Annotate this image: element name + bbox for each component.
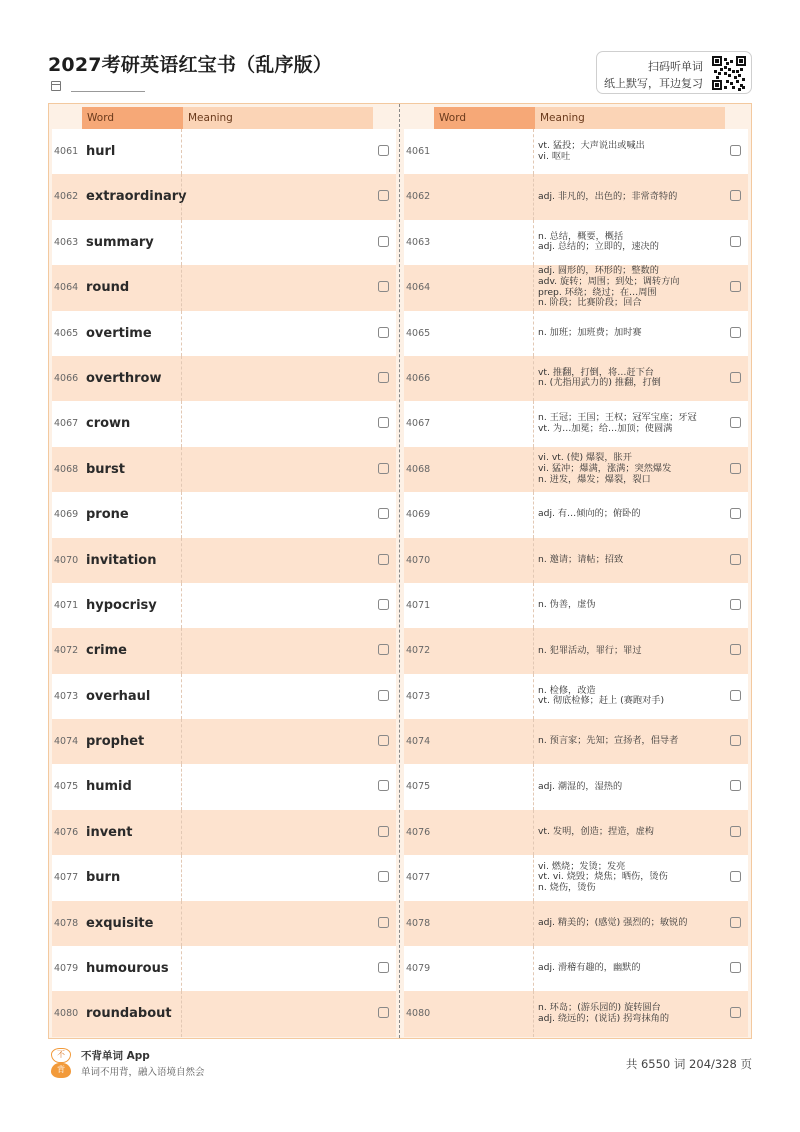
meaning-line: n. 检修，改造 bbox=[538, 684, 596, 696]
word-text: burn bbox=[86, 870, 121, 886]
row-number: 4077 bbox=[54, 872, 79, 884]
row-number: 4080 bbox=[54, 1008, 79, 1020]
meaning-text bbox=[538, 492, 724, 537]
row-number: 4061 bbox=[54, 146, 79, 157]
meaning-row bbox=[404, 901, 748, 946]
cell-separator bbox=[533, 901, 534, 946]
qr-module bbox=[728, 74, 731, 77]
word-checkbox[interactable] bbox=[378, 372, 389, 383]
word-text: summary bbox=[86, 234, 154, 250]
cell-separator bbox=[533, 991, 534, 1036]
meaning-row bbox=[404, 810, 748, 855]
word-header: Word bbox=[82, 107, 183, 129]
word-checkbox[interactable] bbox=[378, 1007, 389, 1018]
word-text: overhaul bbox=[86, 688, 151, 704]
word-text: overtime bbox=[86, 325, 152, 341]
cell-separator bbox=[533, 764, 534, 809]
word-text: prone bbox=[86, 507, 129, 523]
meaning-checkbox[interactable] bbox=[730, 463, 741, 474]
app-slogan: 单词不用背，融入语境自然会 bbox=[81, 1067, 205, 1078]
word-row bbox=[52, 174, 396, 219]
word-row bbox=[52, 311, 396, 356]
meaning-line: n. 加班；加班费；加时赛 bbox=[538, 326, 642, 338]
row-number: 4062 bbox=[54, 191, 79, 203]
row-number: 4061 bbox=[406, 146, 431, 157]
cell-separator bbox=[181, 901, 182, 946]
meaning-row bbox=[404, 583, 748, 628]
cell-separator bbox=[533, 628, 534, 673]
meaning-checkbox[interactable] bbox=[730, 417, 741, 428]
meaning-text bbox=[538, 538, 724, 583]
qr-module bbox=[726, 62, 729, 65]
cell-separator bbox=[181, 220, 182, 265]
meaning-line: n. 邀请；请帖；招致 bbox=[538, 553, 624, 565]
meaning-line: vt. 彻底检修；赶上 (赛跑对手) bbox=[538, 695, 665, 707]
row-number: 4076 bbox=[406, 826, 431, 838]
word-text: invitation bbox=[86, 552, 157, 568]
meaning-checkbox[interactable] bbox=[730, 236, 741, 247]
meaning-text bbox=[538, 946, 724, 991]
row-number: 4079 bbox=[406, 963, 431, 975]
cell-separator bbox=[181, 583, 182, 628]
word-text: roundabout bbox=[86, 1006, 172, 1022]
word-row bbox=[52, 538, 396, 583]
qr-module bbox=[742, 86, 745, 89]
meaning-line: adj. 非凡的，出色的；非常奇特的 bbox=[538, 190, 678, 202]
meaning-line: n. 预言家；先知；宣扬者，倡导者 bbox=[538, 735, 679, 747]
meaning-checkbox[interactable] bbox=[730, 871, 741, 882]
qr-module bbox=[714, 70, 717, 73]
meaning-line: n. 王冠；王国；王权；冠军宝座；牙冠 bbox=[538, 412, 697, 424]
meaning-row bbox=[404, 492, 748, 537]
row-number: 4069 bbox=[54, 509, 79, 521]
meaning-line: adj. 精美的；(感觉) 强烈的；敏锐的 bbox=[538, 916, 688, 928]
meaning-checkbox[interactable] bbox=[730, 962, 741, 973]
word-row bbox=[52, 265, 396, 310]
cell-separator bbox=[533, 946, 534, 991]
meaning-row bbox=[404, 628, 748, 673]
word-checkbox[interactable] bbox=[378, 236, 389, 247]
cell-separator bbox=[181, 311, 182, 356]
word-row bbox=[52, 719, 396, 764]
row-number: 4071 bbox=[54, 599, 79, 611]
meaning-row bbox=[404, 311, 748, 356]
meaning-text bbox=[538, 674, 724, 719]
word-checkbox[interactable] bbox=[378, 599, 389, 610]
page-count: 共 6550 词 204/328 页 bbox=[625, 1057, 752, 1071]
qr-module bbox=[726, 80, 729, 83]
cell-separator bbox=[533, 810, 534, 855]
cell-separator bbox=[533, 265, 534, 310]
cell-separator bbox=[181, 447, 182, 492]
word-checkbox[interactable] bbox=[378, 327, 389, 338]
qr-module bbox=[738, 88, 741, 91]
meaning-row bbox=[404, 401, 748, 446]
word-text: crown bbox=[86, 416, 131, 432]
meaning-checkbox[interactable] bbox=[730, 281, 741, 292]
word-header-right: Word bbox=[434, 107, 535, 129]
qr-module bbox=[724, 86, 727, 89]
word-row bbox=[52, 764, 396, 809]
qr-module bbox=[724, 66, 727, 69]
meaning-row bbox=[404, 855, 748, 900]
word-checkbox[interactable] bbox=[378, 780, 389, 791]
qr-module bbox=[728, 68, 731, 71]
meaning-text bbox=[538, 628, 724, 673]
word-checkbox[interactable] bbox=[378, 190, 389, 201]
meaning-row bbox=[404, 447, 748, 492]
qr-module bbox=[724, 58, 727, 61]
cell-separator bbox=[181, 265, 182, 310]
cell-separator bbox=[181, 855, 182, 900]
meaning-line: vt. 推翻，打倒，将…赶下台 bbox=[538, 366, 654, 378]
qr-module bbox=[732, 86, 735, 89]
meaning-line: n. 总结，概要，概括 bbox=[538, 230, 624, 242]
meaning-line: vt. 为…加冕；给…加顶；使圆满 bbox=[538, 422, 673, 434]
cell-separator bbox=[533, 583, 534, 628]
word-checkbox[interactable] bbox=[378, 917, 389, 928]
word-checkbox[interactable] bbox=[378, 735, 389, 746]
cell-separator bbox=[533, 855, 534, 900]
word-checkbox[interactable] bbox=[378, 826, 389, 837]
row-number: 4075 bbox=[54, 781, 79, 793]
logo-top: 不 bbox=[51, 1048, 71, 1063]
word-row bbox=[52, 901, 396, 946]
word-row bbox=[52, 401, 396, 446]
word-checkbox[interactable] bbox=[378, 690, 389, 701]
cell-separator bbox=[533, 401, 534, 446]
word-text: extraordinary bbox=[86, 189, 187, 205]
qr-module bbox=[738, 74, 741, 77]
meaning-checkbox[interactable] bbox=[730, 554, 741, 565]
row-number: 4075 bbox=[406, 781, 431, 793]
meaning-row bbox=[404, 265, 748, 310]
word-text: round bbox=[86, 280, 130, 296]
meaning-line: adj. 总结的；立即的，速决的 bbox=[538, 241, 659, 253]
meaning-line: vt. 发明，创造；捏造，虚构 bbox=[538, 826, 654, 838]
row-number: 4064 bbox=[406, 282, 431, 294]
cell-separator bbox=[533, 220, 534, 265]
meaning-row bbox=[404, 991, 748, 1036]
row-number: 4066 bbox=[406, 372, 431, 384]
meaning-row bbox=[404, 764, 748, 809]
row-number: 4069 bbox=[406, 509, 431, 521]
meaning-text bbox=[538, 583, 724, 628]
meaning-text bbox=[538, 311, 724, 356]
row-number: 4074 bbox=[406, 736, 431, 748]
word-column bbox=[52, 107, 396, 1037]
qr-module bbox=[720, 68, 723, 71]
meaning-checkbox[interactable] bbox=[730, 1007, 741, 1018]
word-row bbox=[52, 855, 396, 900]
meaning-checkbox[interactable] bbox=[730, 644, 741, 655]
word-checkbox[interactable] bbox=[378, 417, 389, 428]
row-number: 4064 bbox=[54, 282, 79, 294]
meaning-checkbox[interactable] bbox=[730, 780, 741, 791]
word-text: humourous bbox=[86, 961, 169, 977]
meaning-header-right: Meaning bbox=[535, 107, 725, 129]
date-field[interactable] bbox=[71, 91, 145, 92]
row-number: 4078 bbox=[406, 917, 431, 929]
row-number: 4071 bbox=[406, 599, 431, 611]
meaning-line: n. 迸发，爆发；爆裂，裂口 bbox=[538, 473, 651, 485]
cell-separator bbox=[181, 946, 182, 991]
page-title: 2027考研英语红宝书（乱序版） bbox=[48, 54, 333, 76]
row-number: 4063 bbox=[54, 236, 79, 248]
word-row bbox=[52, 447, 396, 492]
cell-separator bbox=[181, 401, 182, 446]
audio-promo-box bbox=[596, 51, 752, 94]
meaning-checkbox[interactable] bbox=[730, 599, 741, 610]
qr-finder-core bbox=[715, 59, 719, 63]
word-checkbox[interactable] bbox=[378, 554, 389, 565]
meaning-line: n. (尤指用武力的) 推翻，打倒 bbox=[538, 377, 661, 389]
meaning-row bbox=[404, 129, 748, 174]
qr-module bbox=[718, 72, 721, 75]
cell-separator bbox=[533, 492, 534, 537]
cell-separator bbox=[533, 538, 534, 583]
meaning-row bbox=[404, 719, 748, 764]
meaning-text bbox=[538, 356, 724, 401]
meaning-row bbox=[404, 356, 748, 401]
word-checkbox[interactable] bbox=[378, 145, 389, 156]
qr-module bbox=[736, 80, 739, 83]
row-number: 4080 bbox=[406, 1008, 431, 1020]
qr-module bbox=[740, 68, 743, 71]
meaning-line: adv. 旋转；周围；到处；调转方向 bbox=[538, 276, 680, 288]
word-text: hurl bbox=[86, 144, 116, 159]
row-number: 4073 bbox=[54, 690, 79, 702]
cell-separator bbox=[181, 810, 182, 855]
word-row bbox=[52, 583, 396, 628]
qr-module bbox=[730, 60, 733, 63]
meaning-row bbox=[404, 220, 748, 265]
cell-separator bbox=[181, 991, 182, 1036]
word-text: burst bbox=[86, 461, 125, 477]
cell-separator bbox=[181, 674, 182, 719]
meaning-line: n. 犯罪活动，罪行；罪过 bbox=[538, 644, 642, 656]
word-checkbox[interactable] bbox=[378, 644, 389, 655]
cell-separator bbox=[181, 538, 182, 583]
meaning-text bbox=[538, 447, 724, 492]
meaning-table-header bbox=[404, 107, 748, 129]
word-text: humid bbox=[86, 779, 132, 795]
word-row bbox=[52, 991, 396, 1036]
qr-module bbox=[724, 72, 727, 75]
meaning-line: vi. vt. (使) 爆裂，胀开 bbox=[538, 452, 632, 464]
meaning-text bbox=[538, 129, 724, 174]
row-number: 4063 bbox=[406, 236, 431, 248]
meaning-text bbox=[538, 719, 724, 764]
word-row bbox=[52, 356, 396, 401]
cell-separator bbox=[181, 628, 182, 673]
meaning-text bbox=[538, 220, 724, 265]
qr-module bbox=[734, 76, 737, 79]
meaning-line: vi. 猛冲；爆满，涨满；突然爆发 bbox=[538, 462, 672, 474]
word-text: crime bbox=[86, 643, 127, 659]
meaning-text bbox=[538, 401, 724, 446]
cell-separator bbox=[533, 674, 534, 719]
word-text: hypocrisy bbox=[86, 597, 157, 613]
word-table-header bbox=[52, 107, 396, 129]
qr-module bbox=[730, 82, 733, 85]
word-text: overthrow bbox=[86, 370, 162, 386]
meaning-line: prep. 环绕；绕过；在…周围 bbox=[538, 286, 657, 298]
meaning-line: vi. 燃烧；发烫；发亮 bbox=[538, 860, 626, 872]
word-checkbox[interactable] bbox=[378, 281, 389, 292]
cell-separator bbox=[533, 129, 534, 174]
row-number: 4070 bbox=[54, 554, 79, 566]
qr-finder-core bbox=[739, 59, 743, 63]
app-name: 不背单词 App bbox=[81, 1050, 150, 1062]
meaning-line: n. 阶段；比赛阶段；回合 bbox=[538, 297, 642, 309]
row-number: 4078 bbox=[54, 917, 79, 929]
row-number: 4079 bbox=[54, 963, 79, 975]
qr-module bbox=[736, 70, 739, 73]
meaning-text bbox=[538, 901, 724, 946]
app-logo bbox=[51, 1048, 71, 1078]
cell-separator bbox=[533, 356, 534, 401]
word-row bbox=[52, 946, 396, 991]
meaning-checkbox[interactable] bbox=[730, 508, 741, 519]
qr-module bbox=[742, 78, 745, 81]
word-text: prophet bbox=[86, 734, 145, 750]
row-number: 4070 bbox=[406, 554, 431, 566]
qr-module bbox=[732, 70, 735, 73]
meaning-checkbox[interactable] bbox=[730, 327, 741, 338]
qr-module bbox=[716, 76, 719, 79]
row-number: 4065 bbox=[406, 327, 431, 339]
row-number: 4062 bbox=[406, 191, 431, 203]
promo-line-2: 纸上默写，耳边复习 bbox=[604, 77, 703, 90]
meaning-line: n. 伪善，虚伪 bbox=[538, 599, 596, 611]
meaning-line: vt. vi. 烧毁；烧焦；晒伤，烫伤 bbox=[538, 871, 668, 883]
meaning-line: adj. 有…倾向的；俯卧的 bbox=[538, 508, 641, 520]
cell-separator bbox=[181, 129, 182, 174]
row-number: 4072 bbox=[54, 645, 79, 657]
meaning-row bbox=[404, 538, 748, 583]
meaning-text bbox=[538, 855, 724, 900]
row-number: 4066 bbox=[54, 372, 79, 384]
row-number: 4065 bbox=[54, 327, 79, 339]
meaning-text bbox=[538, 810, 724, 855]
cell-separator bbox=[533, 174, 534, 219]
row-number: 4068 bbox=[54, 463, 79, 475]
word-row bbox=[52, 674, 396, 719]
logo-bottom: 背 bbox=[51, 1063, 71, 1078]
word-row bbox=[52, 492, 396, 537]
meaning-text bbox=[538, 265, 724, 310]
word-text: exquisite bbox=[86, 915, 154, 931]
row-number: 4067 bbox=[54, 418, 79, 430]
word-checkbox[interactable] bbox=[378, 871, 389, 882]
cell-separator bbox=[533, 311, 534, 356]
cell-separator bbox=[181, 174, 182, 219]
meaning-row bbox=[404, 174, 748, 219]
meaning-checkbox[interactable] bbox=[730, 372, 741, 383]
word-row bbox=[52, 129, 396, 174]
word-row bbox=[52, 628, 396, 673]
meaning-checkbox[interactable] bbox=[730, 190, 741, 201]
column-divider bbox=[399, 104, 400, 1038]
meaning-line: n. 环岛；(游乐园的) 旋转圆台 bbox=[538, 1002, 661, 1014]
meaning-checkbox[interactable] bbox=[730, 826, 741, 837]
meaning-row bbox=[404, 946, 748, 991]
meaning-checkbox[interactable] bbox=[730, 690, 741, 701]
row-number: 4077 bbox=[406, 872, 431, 884]
calendar-icon bbox=[51, 81, 61, 91]
word-row bbox=[52, 810, 396, 855]
word-checkbox[interactable] bbox=[378, 962, 389, 973]
row-number: 4072 bbox=[406, 645, 431, 657]
meaning-line: adj. 绕远的；(说话) 拐弯抹角的 bbox=[538, 1012, 670, 1024]
meaning-text bbox=[538, 991, 724, 1036]
meaning-line: adj. 滑稽有趣的，幽默的 bbox=[538, 962, 641, 974]
meaning-header: Meaning bbox=[183, 107, 373, 129]
cell-separator bbox=[181, 356, 182, 401]
cell-separator bbox=[533, 719, 534, 764]
meaning-line: vt. 猛投；大声说出或喊出 bbox=[538, 139, 645, 151]
cell-separator bbox=[533, 447, 534, 492]
qr-finder-core bbox=[715, 83, 719, 87]
cell-separator bbox=[181, 719, 182, 764]
meaning-checkbox[interactable] bbox=[730, 145, 741, 156]
cell-separator bbox=[181, 492, 182, 537]
meaning-text bbox=[538, 174, 724, 219]
meaning-line: adj. 潮湿的，湿热的 bbox=[538, 780, 623, 792]
meaning-checkbox[interactable] bbox=[730, 917, 741, 928]
meaning-text bbox=[538, 764, 724, 809]
meaning-line: adj. 圆形的，环形的；整数的 bbox=[538, 265, 659, 277]
row-number: 4073 bbox=[406, 690, 431, 702]
meaning-line: n. 烧伤，烫伤 bbox=[538, 882, 596, 894]
row-number: 4076 bbox=[54, 826, 79, 838]
row-number: 4068 bbox=[406, 463, 431, 475]
word-checkbox[interactable] bbox=[378, 508, 389, 519]
word-row bbox=[52, 220, 396, 265]
word-checkbox[interactable] bbox=[378, 463, 389, 474]
promo-line-1: 扫码听单词 bbox=[648, 60, 703, 73]
word-text: invent bbox=[86, 824, 133, 840]
row-number: 4067 bbox=[406, 418, 431, 430]
meaning-column bbox=[404, 107, 748, 1037]
row-number: 4074 bbox=[54, 736, 79, 748]
cell-separator bbox=[181, 764, 182, 809]
meaning-checkbox[interactable] bbox=[730, 735, 741, 746]
meaning-line: vi. 呕吐 bbox=[538, 150, 571, 162]
qr-code-icon[interactable] bbox=[712, 56, 746, 90]
vocab-table bbox=[48, 103, 752, 1039]
meaning-row bbox=[404, 674, 748, 719]
